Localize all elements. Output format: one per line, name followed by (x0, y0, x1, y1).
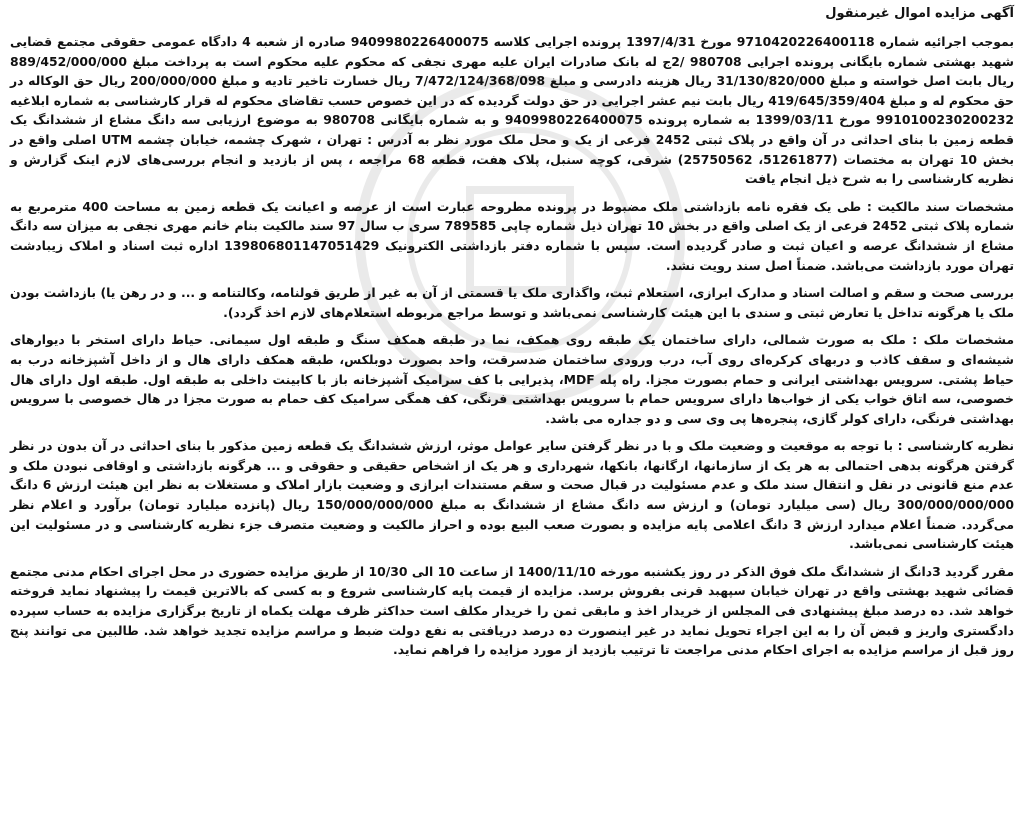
paragraph-execution-order: بموجب اجرائیه شماره 9710420226400118 مورخ 1397/4/31 پرونده اجرایی کلاسه 9409980226400075 صادره از شعبه 4 دادگاه عمومی حقوقی مجتمع قضایی شهید بهشتی شماره بایگانی پرونده اجرایی 980708 /2ج له بانک صادرات ایران علیه مهری نجفی که محکوم علیه محکوم است به پرداخت مبلغ 889/452/000/000 ریال بابت اصل خواسته و مبلغ 31/130/820/000 ریال هزینه دادرسی و مبلغ 7/472/124/368/098 ریال خسارت تاخیر تادیه و مبلغ 200/000/000 ریال حق الوکاله در حق محکوم له و مبلغ 419/645/359/404 ریال بابت نیم عشر اجرایی در حق دولت گردیده که در این خصوص حسب تقاضای محکوم له قرار کارشناسی به شماره ابلاغیه 9910100230200232 مورخ 1399/03/11 به شماره پرونده 9409980226400075 و به شماره بایگانی 980708 به موضوع ارزیابی سه دانگ مشاع از ششدانگ یک قطعه زمین با بنای احداثی در آن واقع در پلاک ثبتی 2452 فرعی از یک و محل ملک مورد نظر به آدرس : تهران ، شهرک چشمه، خیابان چشمه UTM اصلی واقع در بخش 10 تهران به مختصات (51261877، 25750562) شرقی، کوچه سنبل، پلاک هفت، قطعه 68 مراجعه ، پس از بازدید و انجام بررسی‌های لازم اینک گزارش و نظریه کارشناسی را به شرح ذیل انجام یافت (10, 34, 1015, 187)
paragraph-property-specs: مشخصات ملک : ملک به صورت شمالی، دارای ساختمان یک طبقه روی همکف، نما در طبقه همکف سنگ و طبقه اول سیمانی. حیاط دارای استخر با دیوارهای شیشه‌ای و سقف کاذب و دربهای کرکره‌ای روی آب، درب ورودی ساختمان ضدسرقت، واحد بصورت دوبلکس، طبقه همکف دارای هال و از داخل آشپزخانه درب به حیاط پشتی. سرویس بهداشتی ایرانی و حمام بصورت مجزا. راه پله MDF، پذیرایی با کف سرامیک آشپزخانه باز با کابینت داخلی به طبقه اول. طبقه اول دارای هال خصوصی، سه اتاق خواب یکی از خواب‌ها دارای سرویس حمام با سرویس بهداشتی فرنگی، کف همگی سرامیک کف حمام به صورت مجزا در هال خصوصی با سرویس بهداشتی فرنگی، دارای کولر گازی، پنجره‌ها پی وی سی و دو جداره می باشد. (10, 332, 1014, 426)
notice-title: آگهی مزایده اموال غیرمنقول (825, 6, 1014, 21)
auction-notice (10, 4, 1014, 822)
paragraph-document-verification: بررسی صحت و سقم و اصالت اسناد و مدارک ابرازی، استعلام ثبت، واگذاری ملک یا قسمتی از آن به غیر از طریق قولنامه، وکالتنامه و ... و در رهن یا) بازداشت بودن ملک یا هرگونه تداخل یا تعارض ثبتی و سندی با این هیئت کارشناسی نمی‌باشد و توسط مراجع مربوطه استعلام‌های لازم اخذ گردد). (10, 285, 1014, 320)
paragraph-deed-details: مشخصات سند مالکیت : طی یک فقره نامه بازداشتی ملک مضبوط در پرونده مطروحه عبارت است از عرصه و اعیانت یک قطعه زمین به مساحت 400 مترمربع به شماره پلاک ثبتی 2452 فرعی از یک اصلی واقع در بخش 10 تهران ذیل شماره چاپی 789585 سری ب سال 97 سند مالکیت بنام خانم مهری نجفی به میزان سه دانگ مشاع از ششدانگ عرصه و اعیان ثبت و صادر گردیده است. سپس با شماره دفتر بازداشتی الکترونیک 139806801147051429 اداره ثبت اسناد و املاک زیبادشت تهران مورد بازداشت می‌باشد. ضمناً اصل سند رویت نشد. (10, 198, 1015, 273)
paragraph-expert-opinion: نظریه کارشناسی : با توجه به موقعیت و وضعیت ملک و با در نظر گرفتن سایر عوامل موثر، ارزش ششدانگ یک قطعه زمین مذکور با بنای احداثی در آن بدون در نظر گرفتن هرگونه بدهی احتمالی به هر یک از سازمانها، ارگانها، بانکها، شهرداری و هر یک از اشخاص حقیقی و حقوقی و ... هرگونه بازداشتی و اوقافی نبودن ملک و عدم منع قانونی در نقل و انتقال سند ملک و عدم مسئولیت در قبال صحت و سقم مستندات ابرازی و وضعیت بازار املاک و مستغلات به نظر این هیئت ارزش 6 دانگ 300/000/000/000 ریال (سی میلیارد تومان) و ارزش سه دانگ مشاع از ششدانگ به مبلغ 150/000/000/000 ریال (پانزده میلیارد تومان) برآورد و اعلام نظر می‌گردد. ضمناً اعلام میدارد ارزش 3 دانگ اعلامی پایه مزایده و بصورت صعب البیع بوده و احراز مالکیت و وضعیت متصرف جزء نظریه کارشناسی و در مسئولیت این هیئت کارشناسی نمی‌باشد. (10, 438, 1014, 552)
paragraph-auction-terms: مقرر گردید 3دانگ از ششدانگ ملک فوق الذکر در روز یکشنبه مورخه 1400/11/10 از ساعت 10 الی 10/30 از طریق مزایده حضوری در محل اجرای احکام مدنی مجتمع قضائی شهید بهشتی واقع در تهران خیابان سپهبد قرنی بفروش برسد. مزایده از قیمت پایه کارشناسی شروع و به کسی که بالاترین قیمت را پیشنهاد نماید فروخته خواهد شد. ده درصد مبلغ پیشنهادی فی المجلس از خریدار اخذ و مابقی ثمن را خریدار مکلف است حداکثر ظرف مهلت یکماه از تاریخ برگزاری مزایده به حساب سپرده دادگستری واریز و قبض آن را به این اجراء تحویل نماید در غیر اینصورت ده درصد دریافتی به نفع دولت ضبط و مراسم مزایده تجدید خواهد شد. طالبین می توانند پنج روز قبل از مراسم مزایده به اجرای احکام مدنی مراجعت تا ترتیب بازدید از مورد مزایده را فراهم نماید. (10, 563, 1015, 658)
